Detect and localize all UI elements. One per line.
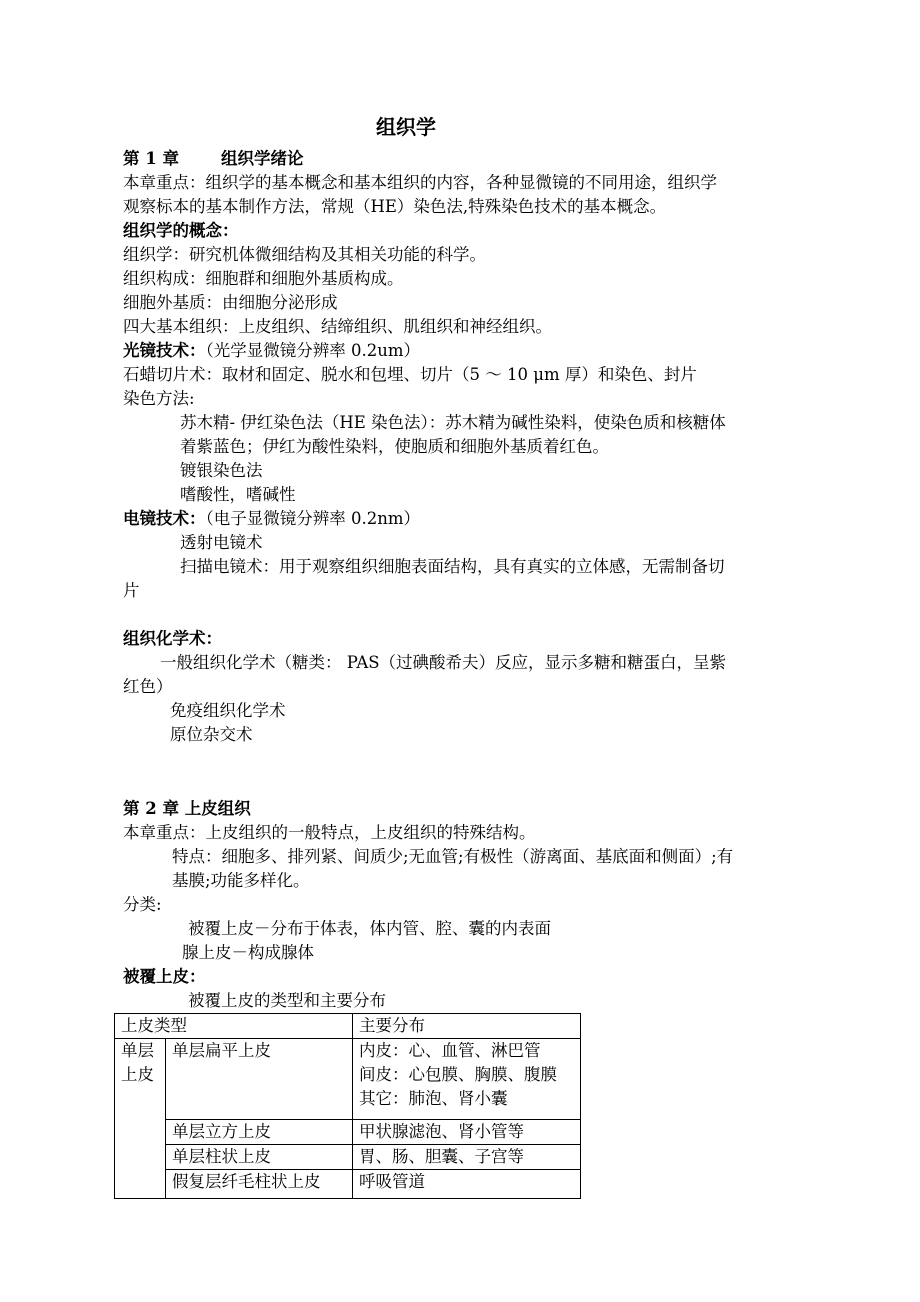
header-cell-type: 上皮类型 xyxy=(115,1014,353,1039)
electron-microscopy-line xyxy=(123,507,420,531)
sem-line1: 扫描电镜术：用于观察组织细胞表面结构，具有真实的立体感，无需制备切 xyxy=(180,557,725,576)
sem-line2: 片 xyxy=(123,581,140,600)
classification-glandular: 腺上皮－构成腺体 xyxy=(182,943,314,962)
chapter1-number: 第 1 章 xyxy=(123,149,179,168)
electron-microscopy-note: （电子显微镜分辨率 0.2nm） xyxy=(205,509,421,528)
he-stain-line2: 着紫蓝色；伊红为酸性染料，使胞质和细胞外基质着红色。 xyxy=(180,437,609,456)
electron-microscopy-label: 电镜技术： xyxy=(123,509,206,528)
epithelium-table xyxy=(114,1013,581,1199)
table-header-row xyxy=(115,1014,581,1039)
chapter2-focus: 本章重点：上皮组织的一般特点，上皮组织的特殊结构。 xyxy=(123,823,536,842)
def-composition: 组织构成：细胞群和细胞外基质构成。 xyxy=(123,269,404,288)
distribution-line: 内皮：心、血管、淋巴管 xyxy=(359,1041,541,1060)
chapter1-focus-line1: 本章重点：组织学的基本概念和基本组织的内容，各种显微镜的不同用途，组织学 xyxy=(123,173,717,192)
staining-label: 染色方法: xyxy=(123,389,195,408)
group-label-line1: 单层 xyxy=(121,1041,154,1060)
in-situ-hybridization: 原位杂交术 xyxy=(170,725,253,744)
chapter1-heading xyxy=(123,147,303,171)
paraffin-section: 石蜡切片术：取材和固定、脱水和包埋、切片（5 ～ 10 μm 厚）和染色、封片 xyxy=(123,365,697,384)
header-cell-distribution: 主要分布 xyxy=(353,1014,581,1039)
chapter1-focus-line2: 观察标本的基本制作方法，常规（HE）染色法,特殊染色技术的基本概念。 xyxy=(123,197,667,216)
group-label-line2: 上皮 xyxy=(121,1065,154,1084)
light-microscopy-line xyxy=(123,339,420,363)
type-cell: 假复层纤毛柱状上皮 xyxy=(166,1170,353,1199)
histochemistry-line1: 一般组织化学术（糖类： PAS（过碘酸希夫）反应，显示多糖和糖蛋白，呈紫 xyxy=(160,653,727,672)
distribution-cell: 甲状腺滤泡、肾小管等 xyxy=(353,1120,581,1145)
he-stain-line1: 苏木精- 伊红染色法（HE 染色法）：苏木精为碱性染料，使染色质和核糖体 xyxy=(180,413,726,432)
distribution-line: 间皮：心包膜、胸膜、腹膜 xyxy=(359,1065,557,1084)
distribution-cell: 呼吸管道 xyxy=(353,1170,581,1199)
table-row xyxy=(115,1145,581,1170)
type-cell: 单层扁平上皮 xyxy=(166,1039,353,1120)
light-microscopy-label: 光镜技术： xyxy=(123,341,206,360)
histochemistry-line2: 红色） xyxy=(123,677,173,696)
features-line1: 特点：细胞多、排列紧、间质少;无血管;有极性（游离面、基底面和侧面）;有 xyxy=(172,847,734,866)
silver-stain: 镀银染色法 xyxy=(180,461,263,480)
concept-heading: 组织学的概念： xyxy=(123,221,239,240)
chapter1-title: 组织学绪论 xyxy=(220,149,304,168)
type-cell: 单层柱状上皮 xyxy=(166,1145,353,1170)
covering-epithelium-heading: 被覆上皮： xyxy=(123,967,206,986)
distribution-cell: 胃、肠、胆囊、子宫等 xyxy=(353,1145,581,1170)
table-row xyxy=(115,1170,581,1199)
table-row xyxy=(115,1120,581,1145)
def-ecm: 细胞外基质：由细胞分泌形成 xyxy=(123,293,338,312)
classification-label: 分类: xyxy=(123,895,162,914)
immunohistochemistry: 免疫组织化学术 xyxy=(170,701,286,720)
type-cell: 单层立方上皮 xyxy=(166,1120,353,1145)
light-microscopy-note: （光学显微镜分辨率 0.2um） xyxy=(205,341,421,360)
distribution-cell xyxy=(353,1039,581,1120)
chapter2-heading: 第 2 章 上皮组织 xyxy=(123,799,251,818)
features-line2: 基膜;功能多样化。 xyxy=(172,871,310,890)
classification-covering: 被覆上皮－分布于体表，体内管、腔、囊的内表面 xyxy=(188,919,551,938)
acidophilic-basophilic: 嗜酸性，嗜碱性 xyxy=(180,485,296,504)
histochemistry-heading: 组织化学术： xyxy=(123,629,222,648)
table-row xyxy=(115,1039,581,1120)
page-title: 组织学 xyxy=(376,115,436,139)
distribution-line: 其它：肺泡、肾小囊 xyxy=(359,1089,508,1108)
group-cell-simple xyxy=(115,1039,166,1199)
table-caption: 被覆上皮的类型和主要分布 xyxy=(188,991,386,1010)
tem-item: 透射电镜术 xyxy=(180,533,263,552)
def-four-tissues: 四大基本组织：上皮组织、结缔组织、肌组织和神经组织。 xyxy=(123,317,552,336)
def-histology: 组织学：研究机体微细结构及其相关功能的科学。 xyxy=(123,245,486,264)
